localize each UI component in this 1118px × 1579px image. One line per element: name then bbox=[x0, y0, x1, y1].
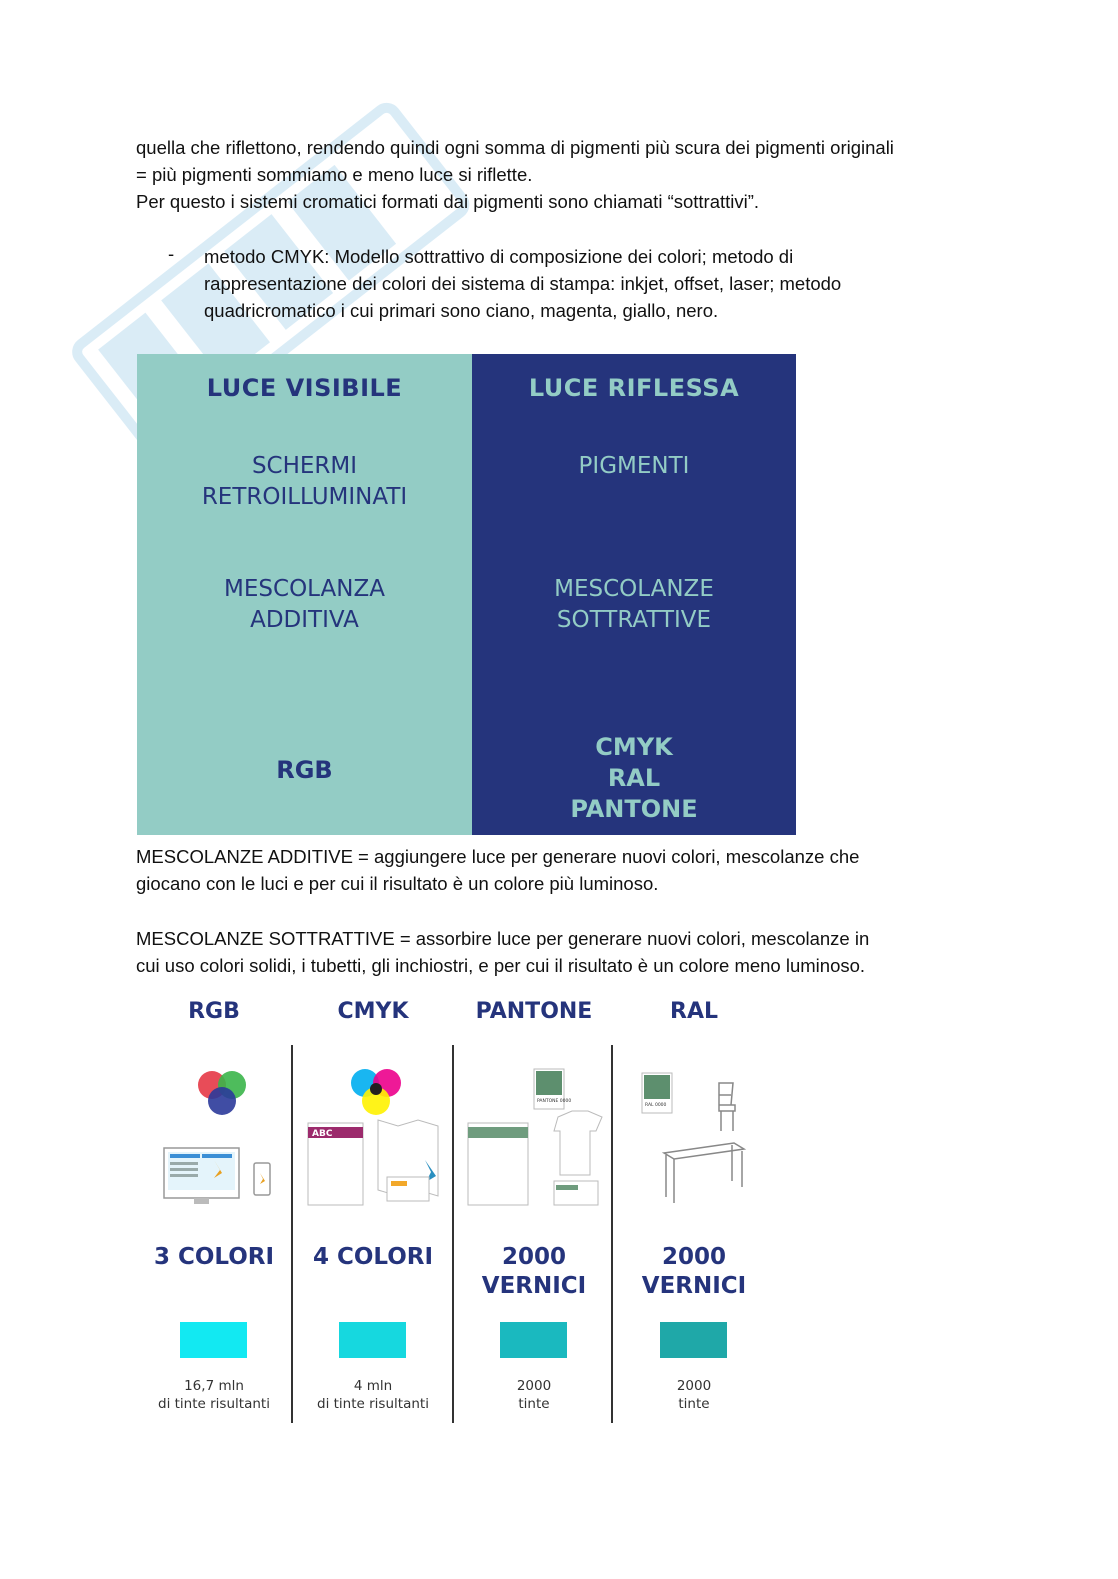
count-line: 2000 bbox=[501, 1244, 566, 1270]
color-swatch bbox=[500, 1322, 567, 1358]
footer-line: PANTONE bbox=[570, 795, 698, 823]
model-caption bbox=[454, 1377, 614, 1413]
model-rgb bbox=[134, 995, 294, 1425]
model-ral bbox=[614, 995, 774, 1425]
model-caption bbox=[293, 1377, 453, 1413]
item-line: ADDITIVA bbox=[250, 607, 359, 633]
count-line: 2000 bbox=[661, 1244, 726, 1270]
item-line: SCHERMI bbox=[251, 453, 358, 479]
footer-line: CMYK bbox=[595, 733, 673, 761]
column-footer: RGB bbox=[276, 756, 333, 784]
bullet-line: rappresentazione dei colori dei sistema di stampa: inkjet, offset, laser; metodo bbox=[204, 273, 842, 294]
pantone-merch-illustration bbox=[464, 1065, 604, 1215]
caption-line: tinte bbox=[678, 1396, 710, 1412]
cmyk-print-illustration bbox=[303, 1065, 443, 1215]
item-line: RETROILLUMINATI bbox=[201, 484, 408, 510]
model-pantone bbox=[454, 995, 614, 1425]
caption-line: 2000 bbox=[516, 1378, 552, 1394]
rgb-screens-illustration bbox=[144, 1065, 284, 1215]
model-caption bbox=[614, 1377, 774, 1413]
count-line: VERNICI bbox=[481, 1273, 587, 1299]
visible-light-column bbox=[137, 354, 472, 835]
paragraph-line: Per questo i sistemi cromatici formati dai pigmenti sono chiamati “sottrattivi”. bbox=[136, 191, 760, 212]
model-cmyk bbox=[293, 995, 453, 1425]
item-line: MESCOLANZA bbox=[224, 576, 385, 602]
item-line: MESCOLANZE bbox=[554, 576, 714, 602]
definition-line: MESCOLANZE SOTTRATTIVE = assorbire luce per generare nuovi colori, mescolanze in bbox=[136, 928, 870, 949]
caption-line: 4 mln bbox=[353, 1378, 393, 1394]
definition-line: MESCOLANZE ADDITIVE = aggiungere luce per generare nuovi colori, mescolanze che bbox=[136, 846, 860, 867]
column-item bbox=[137, 574, 472, 636]
color-models-infographic bbox=[134, 995, 774, 1425]
column-header: LUCE VISIBILE bbox=[206, 374, 403, 402]
item-line: SOTTRATTIVE bbox=[556, 607, 712, 633]
model-count bbox=[134, 1243, 294, 1272]
model-title: PANTONE bbox=[475, 999, 593, 1024]
reflected-light-column bbox=[472, 354, 796, 835]
count-line: 3 COLORI bbox=[153, 1244, 275, 1270]
ral-furniture-illustration bbox=[624, 1065, 764, 1215]
pantone-chip-label: PANTONE 0000 bbox=[537, 1099, 572, 1104]
model-title: CMYK bbox=[337, 999, 409, 1024]
ral-chip-label: RAL 0000 bbox=[645, 1103, 667, 1108]
brand-label: ABC bbox=[312, 1129, 333, 1139]
caption-line: tinte bbox=[518, 1396, 550, 1412]
item-line: PIGMENTI bbox=[578, 453, 690, 479]
color-swatch bbox=[660, 1322, 727, 1358]
light-comparison-graphic bbox=[137, 354, 796, 835]
color-swatch bbox=[339, 1322, 406, 1358]
model-title: RAL bbox=[670, 999, 718, 1024]
divider bbox=[611, 1045, 613, 1423]
model-caption bbox=[134, 1377, 294, 1413]
color-swatch bbox=[180, 1322, 247, 1358]
column-item bbox=[472, 574, 796, 636]
model-count bbox=[454, 1243, 614, 1301]
column-footer bbox=[472, 732, 796, 825]
model-count bbox=[293, 1243, 453, 1272]
bullet-item bbox=[204, 243, 964, 324]
caption-line: di tinte risultanti bbox=[158, 1396, 270, 1412]
caption-line: 2000 bbox=[676, 1378, 712, 1394]
column-item bbox=[472, 451, 796, 482]
column-header: LUCE RIFLESSA bbox=[528, 374, 740, 402]
model-title: RGB bbox=[188, 999, 240, 1024]
bullet-line: quadricromatico i cui primari sono ciano, magenta, giallo, nero. bbox=[204, 300, 719, 321]
footer-line: RAL bbox=[607, 764, 661, 792]
definition-line: giocano con le luci e per cui il risultato è un colore più luminoso. bbox=[136, 873, 659, 894]
count-line: 4 COLORI bbox=[312, 1244, 434, 1270]
count-line: VERNICI bbox=[641, 1273, 747, 1299]
bullet-dash: - bbox=[168, 243, 175, 264]
caption-line: 16,7 mln bbox=[184, 1378, 244, 1394]
definition-line: cui uso colori solidi, i tubetti, gli inchiostri, e per cui il risultato è un colore meno luminoso. bbox=[136, 955, 866, 976]
column-item bbox=[137, 451, 472, 513]
model-count bbox=[614, 1243, 774, 1301]
paragraph-line: = più pigmenti sommiamo e meno luce si riflette. bbox=[136, 164, 533, 185]
bullet-line: metodo CMYK: Modello sottrattivo di composizione dei colori; metodo di bbox=[204, 246, 794, 267]
caption-line: di tinte risultanti bbox=[317, 1396, 429, 1412]
paragraph-line: quella che riflettono, rendendo quindi ogni somma di pigmenti più scura dei pigmenti originali bbox=[136, 137, 894, 158]
